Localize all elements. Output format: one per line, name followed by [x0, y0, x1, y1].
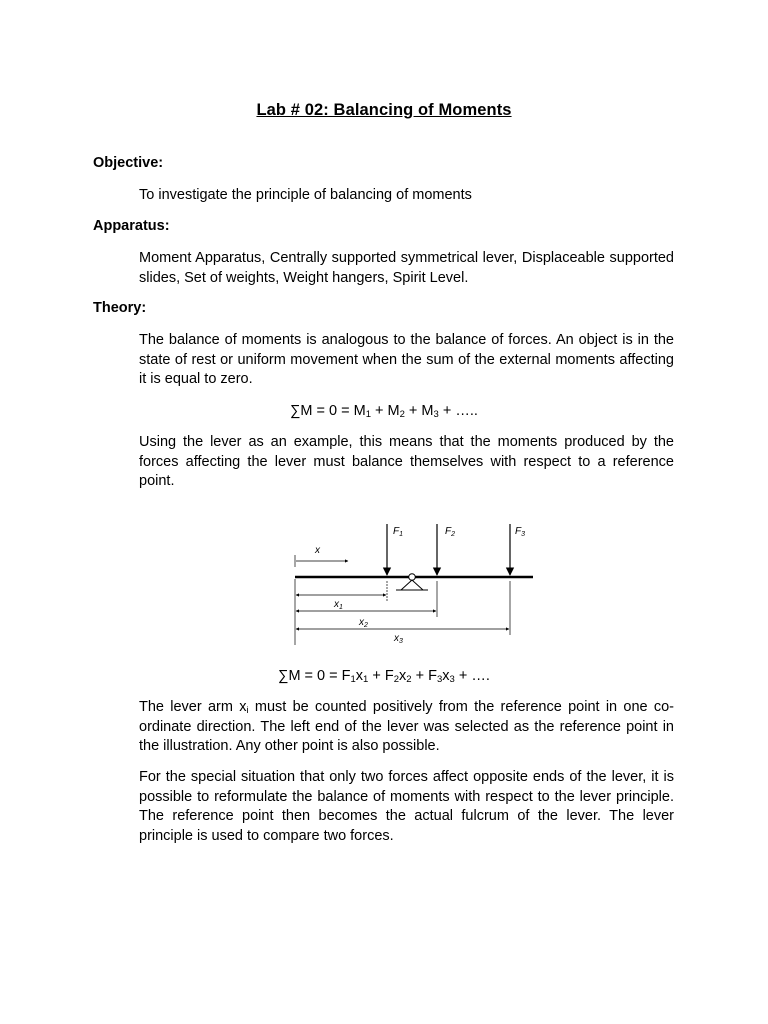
theory-paragraph-4: For the special situation that only two forces affect opposite ends of the lever, it is possible to reformulate the balance of moments with respect to the lever principle. The reference point then becomes the actual fulcrum of the lever. The lever principle is used to compare two forces. — [139, 769, 674, 844]
fulcrum-support — [401, 580, 423, 590]
force-f2-label: $F_2$ — [445, 526, 456, 538]
x3-label: $x_3$ — [394, 633, 403, 645]
x2-label: $x_2$ — [359, 617, 368, 629]
theory-paragraph-2: Using the lever as an example, this means that the moments produced by the forces affecting the lever must balance themselves with respect to a reference point. — [139, 434, 674, 489]
apparatus-heading: Apparatus: — [93, 218, 170, 234]
objective-heading: Objective: — [93, 155, 164, 171]
apparatus-text: Moment Apparatus, Centrally supported symmetrical lever, Displaceable supported slides, Set of weights, Weight hangers, Spirit Level. — [139, 250, 674, 286]
theory-paragraph-3: The lever arm $x_i$ must be counted positively from the reference point in one co-ordinate direction. The left end of the lever was selected as the reference point in the illustration. Any other point is also possible. — [139, 699, 675, 754]
force-f1-label: $F_1$ — [393, 526, 404, 538]
theory-paragraph-1: The balance of moments is analogous to the balance of forces. An object is in the state of rest or uniform movement when the sum of the external moments affecting it is equal to zero. — [139, 332, 674, 387]
force-moment-equation: $\sum M = 0 = F_1x_1 + F_2x_2 + F_3x_3$ + …. — [278, 668, 490, 685]
theory-heading: Theory: — [93, 300, 147, 316]
force-f3-label: $F_3$ — [515, 526, 526, 538]
objective-text: To investigate the principle of balancing of moments — [139, 187, 472, 203]
lever-diagram — [286, 519, 536, 649]
moment-sum-equation: $\sum M = 0 = M_1 + M_2 + M_3$ + ….. — [290, 403, 478, 420]
lever-diagram-svg — [286, 519, 536, 649]
fulcrum-pivot — [409, 574, 416, 581]
x-axis-label: x — [315, 545, 320, 556]
document-title: Lab # 02: Balancing of Moments — [256, 101, 512, 119]
x1-label: $x_1$ — [334, 599, 343, 611]
